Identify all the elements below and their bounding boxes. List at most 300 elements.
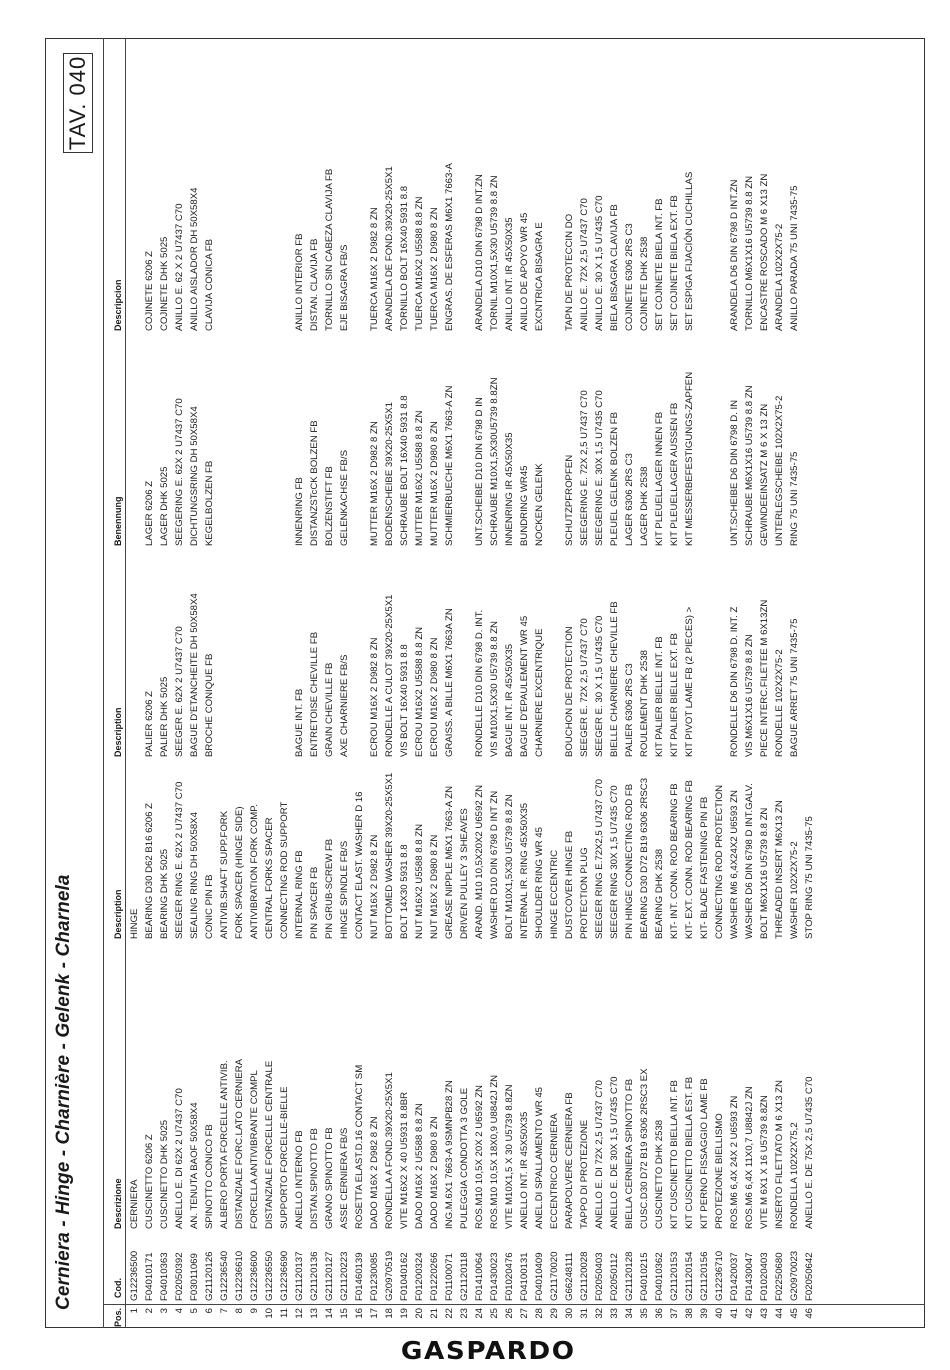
cod-cell: F02050642	[804, 1252, 815, 1301]
benennung-cell	[127, 331, 142, 546]
description_fr-cell: KIT PALIER BIELLE INT. FB	[654, 636, 665, 757]
benennung-cell: DICHTUNGSRING DH 50X58X4	[189, 406, 200, 546]
pos-cell: 15	[339, 1308, 350, 1319]
cod-cell: F01430047	[744, 1252, 755, 1301]
cod-cell: F04010363	[159, 1252, 170, 1301]
pos-cell: 13	[309, 1308, 320, 1319]
description_en-cell: PIN GRUB-SCREW FB	[324, 838, 335, 939]
descripcion-cell: TUERCA M16X2 U5588 8.8 ZN	[414, 196, 425, 331]
description_en-cell: PIN HINGE CONNECTING ROD FB	[624, 783, 635, 939]
pos-cell: 26	[504, 1308, 515, 1319]
description_fr-cell	[217, 546, 232, 757]
descripcion-cell	[262, 51, 277, 331]
pos-cell: 20	[414, 1308, 425, 1319]
benennung-cell: MUTTER M16X2 U5588 8.8 ZN	[414, 410, 425, 546]
benennung-cell: DISTANZSTcCK BOLZEN FB	[309, 420, 320, 546]
pos-cell: 27	[519, 1308, 530, 1319]
benennung-cell	[352, 331, 367, 546]
descrizione-cell: VITE M 6X1 X 16 U5739 8.8ZN	[759, 1095, 770, 1229]
pos-cell: 24	[474, 1308, 485, 1319]
benennung-cell: UNTERLEGSCHEIBE 102X2X75-2	[774, 395, 785, 546]
description_fr-cell: PALIER 6306 2RS C3	[624, 663, 635, 757]
description_en-cell: KIT- EXT. CONN. ROD BEARING FB	[684, 780, 695, 939]
pos-cell: 25	[489, 1308, 500, 1319]
descrizione-cell: DADO M16X 2 D980 8 ZN	[429, 1116, 440, 1229]
descripcion-cell	[697, 51, 712, 331]
description_fr-cell	[457, 546, 472, 757]
description_fr-cell: BAGUE INT. FB	[294, 688, 305, 757]
pos-cell: 41	[729, 1308, 740, 1319]
benennung-cell: LAGER DHK 5025	[159, 466, 170, 546]
descrizione-cell: RONDELLA 102X2X75,2	[789, 1122, 800, 1229]
description_fr-cell: PALIER 6206 Z	[144, 691, 155, 757]
pos-cell: 4	[174, 1308, 185, 1314]
description_en-cell: WASHER M6 6,4X24X2 U6593 ZN	[729, 790, 740, 939]
descripcion-cell: BIELA BISAGRA CLAVIJA FB	[609, 204, 620, 331]
header-pos: Pos.	[113, 1307, 123, 1327]
benennung-cell: SCHRAUBE BOLT 16X40 5931 8.8	[399, 395, 410, 546]
benennung-cell: BOLZENSTIFT FB	[324, 466, 335, 546]
pos-cell: 23	[459, 1308, 470, 1319]
description_fr-cell: RONDELLE D6 DIN 6798 D. INT. Z	[729, 606, 740, 757]
descrizione-cell: PULEGGIA CONDOTTA 3 GOLE	[459, 1087, 470, 1229]
descrizione-cell: ROS.M10 10,5X 20X 2 U6592 ZN	[474, 1085, 485, 1229]
description_en-cell: NUT M16X 2 D982 8 ZN	[369, 834, 380, 939]
description_en-cell: SEEGER RING 30X 1,5 U7435 C70	[609, 785, 620, 939]
descripcion-cell: ANILLO E. 62 X 2 U7437 C70	[174, 203, 185, 331]
pos-cell: 28	[534, 1308, 545, 1319]
description_en-cell: SEALING RING DH 50X58X4	[189, 812, 200, 939]
descrizione-cell: ANELLO INTERNO FB	[294, 1130, 305, 1229]
description_fr-cell: SEEGER E. 62X 2 U7437 C70	[174, 626, 185, 757]
cod-cell: G20970519	[384, 1250, 395, 1301]
description_en-cell: WASHER 102X2X75-2	[789, 841, 800, 939]
cod-cell: G21120128	[624, 1251, 635, 1301]
descrizione-cell: CUSCINETTO DHK 2538	[654, 1119, 665, 1229]
descrizione-cell: ANELLO E. DE 75X 2,5 U7435 C70	[804, 1076, 815, 1229]
descrizione-cell: ROS.M6 6,4X 11X0,7 U8842J ZN	[744, 1086, 755, 1229]
description_en-cell: KIT- INT. CONN. ROD BEARING FB	[669, 783, 680, 939]
description_en-cell: CONNECTING ROD SUPPORT	[279, 801, 290, 939]
description_fr-cell: BAGUE ARRET 75 UNI 7435-75	[789, 618, 800, 757]
benennung-cell: LAGER DHK 2538	[639, 466, 650, 546]
pos-cell: 40	[714, 1308, 725, 1319]
benennung-cell: KIT PLEUELLAGER AUSSEN FB	[669, 402, 680, 546]
cod-cell: F04010215	[639, 1252, 650, 1301]
descripcion-cell: ANILLO E. 30 X 1,5 U7435 C70	[594, 195, 605, 331]
descripcion-cell: TAPN DE PROTECCIN DO	[564, 213, 575, 331]
column-divider	[103, 1304, 925, 1305]
italian-description-column	[127, 939, 817, 1229]
benennung-cell	[712, 331, 727, 546]
descripcion-cell: ARANDELA DE FOND.39X20-25X5X1	[384, 166, 395, 331]
descripcion-cell: TORNILLO M6X1X16 U5739 8.8 ZN	[744, 176, 755, 331]
pos-cell: 33	[609, 1308, 620, 1319]
benennung-cell: SCHRAUBE M6X1X16 U5739 8.8 ZN	[744, 385, 755, 546]
descrizione-cell: CUSCINETTO 6206 Z	[144, 1134, 155, 1229]
page-title: Cerniera - Hinge - Charnière - Gelenk - Charnela	[53, 874, 74, 1310]
pos-cell: 19	[399, 1308, 410, 1319]
descrizione-cell: ING.M.6X1 7663-A 9SMNPB28 ZN	[444, 1080, 455, 1229]
benennung-cell: MUTTER M16X 2 D980 8 ZN	[429, 421, 440, 546]
descrizione-cell: GRANO SPINOTTO FB	[324, 1127, 335, 1229]
benennung-cell	[232, 331, 247, 546]
cod-cell: G20970023	[789, 1250, 800, 1301]
rotated-parts-table	[45, 38, 925, 1328]
pos-cell: 5	[189, 1308, 200, 1314]
cod-cell: F01020403	[759, 1252, 770, 1301]
description_fr-cell	[262, 546, 277, 757]
descrizione-cell: ROSETTA ELAST.D.16 CONTACT SM	[354, 1064, 365, 1229]
descrizione-cell: ROS.M10 10,5X 18X0,9 U8842J ZN	[489, 1074, 500, 1229]
benennung-cell: RING 75 UNI 7435-75	[789, 451, 800, 546]
descripcion-cell	[232, 51, 247, 331]
english-description-column	[127, 757, 817, 939]
descrizione-cell: RONDELLA A FOND.39X20-25X5X1	[384, 1072, 395, 1229]
cod-cell: G66248111	[564, 1252, 575, 1301]
benennung-cell: BODENSCHEIBE 39X20-25X5X1	[384, 402, 395, 546]
pos-cell: 45	[789, 1308, 800, 1319]
description_fr-cell: CHARNIERE EXCENTRIQUE	[534, 628, 545, 757]
cod-cell: G12236600	[249, 1250, 260, 1301]
description_fr-cell: AXE CHARNIERE FB/S	[339, 654, 350, 757]
benennung-cell: PLEUEL GELENK BOLZEN FB	[609, 411, 620, 546]
cod-cell: G21120223	[339, 1251, 350, 1301]
descripcion-cell: COJINETE DHK 5025	[159, 236, 170, 331]
description_en-cell: BEARING D30 D72 B19 6306 2RSC3	[639, 777, 650, 939]
description_fr-cell	[712, 546, 727, 757]
description_en-cell: NUT M16X2 U5588 8.8 ZN	[414, 824, 425, 939]
pos-cell: 37	[669, 1308, 680, 1319]
german-description-column	[127, 331, 817, 546]
descrizione-cell: ANELLO E. DE 30X 1,5 U7435 C70	[609, 1076, 620, 1229]
description_en-cell: BOLT 14X30 5931 8.8	[399, 844, 410, 939]
description_fr-cell: ECROU M16X2 U5588 8.8 ZN	[414, 626, 425, 757]
benennung-cell: MUTTER M16X 2 D982 8 ZN	[369, 421, 380, 546]
description_en-cell: THREADED INSERT M6X13 ZN	[774, 800, 785, 939]
descrizione-cell: ECCENTRICO CERNIERA	[549, 1113, 560, 1229]
benennung-cell	[547, 331, 562, 546]
pos-column	[127, 1308, 817, 1326]
description_en-cell: BOLT M10X1,5X30 U5739 8.8 ZN	[504, 794, 515, 939]
descrizione-cell: FORCELLA ANTIVIBRANTE COMPL	[249, 1070, 260, 1229]
pos-cell: 7	[219, 1308, 230, 1314]
description_fr-cell: ECROU M16X 2 D982 8 ZN	[369, 637, 380, 757]
description_en-cell: GREASE NIPPLE M6X1 7663-A ZN	[444, 785, 455, 939]
cod-cell: F02050112	[609, 1253, 620, 1301]
description_en-cell: STOP RING 75 UNI 7435-75	[804, 816, 815, 939]
pos-cell: 8	[234, 1308, 245, 1314]
description_fr-cell: BAGUE D'ETANCHEITE DH 50X58X4	[189, 593, 200, 757]
description_fr-cell: RONDELLE 102X2X75-2	[774, 649, 785, 757]
cod-cell: G12236690	[279, 1250, 290, 1301]
pos-cell: 36	[654, 1308, 665, 1319]
cod-cell: G21120136	[309, 1251, 320, 1301]
descrizione-cell: CUSCINETTO DHK 5025	[159, 1119, 170, 1229]
pos-cell: 17	[369, 1308, 380, 1319]
cod-cell: F01420037	[729, 1252, 740, 1301]
description_en-cell: INTERNAL IR. RING 45X50X35	[519, 802, 530, 939]
description_en-cell: HINGE SPINDLE FB/S	[339, 840, 350, 939]
description_fr-cell	[232, 546, 247, 757]
description_fr-cell: BIELLE CHARNIERE CHEVILLE FB	[609, 601, 620, 757]
benennung-cell: UNT.SCHEIBE D10 DIN 6798 D IN	[474, 397, 485, 546]
cod-cell: G21170020	[549, 1251, 560, 1301]
descrizione-cell: TAPPO DI PROTEZIONE	[579, 1119, 590, 1229]
pos-cell: 35	[639, 1308, 650, 1319]
header-descrizione: Descrizione	[113, 1178, 123, 1229]
pos-cell: 18	[384, 1308, 395, 1319]
pos-cell: 9	[249, 1308, 260, 1314]
descrizione-cell: ANELLO INT. IR 45X50X35	[519, 1111, 530, 1229]
cod-cell: G21120154	[684, 1251, 695, 1301]
descrizione-cell: VITE M10X1,5 X 30 U5739 8.8ZN	[504, 1084, 515, 1229]
description_fr-cell	[352, 546, 367, 757]
descrizione-cell: SPINOTTO CONICO FB	[204, 1124, 215, 1229]
descripcion-cell: TORNIL.M10X1,5X30 U5739 8.8 ZN	[489, 175, 500, 331]
description_en-cell: HINGE ECCENTRIC	[549, 849, 560, 939]
descrizione-cell: ALBERO PORTA FORCELLE ANTIVIB.	[219, 1060, 230, 1229]
descrizione-cell: SUPPORTO FORCELLE-BIELLE	[279, 1086, 290, 1229]
descripcion-cell	[802, 51, 817, 331]
header-description-en: Description	[113, 889, 123, 939]
pos-cell: 42	[744, 1308, 755, 1319]
cod-cell: G21120118	[459, 1252, 470, 1301]
description_en-cell: ANTIVIBRATION FORK COMP.	[249, 803, 260, 939]
header-benennung: Benennung	[113, 496, 123, 546]
pos-cell: 44	[774, 1308, 785, 1319]
gaspardo-logo: GASPARDO	[400, 1336, 576, 1365]
pos-cell: 6	[204, 1308, 215, 1314]
descripcion-cell: ARANDELA D6 DIN 6798 D INT.ZN	[729, 179, 740, 331]
benennung-cell: SEEGERING E. 72X 2,5 U7437 C70	[579, 390, 590, 546]
pos-cell: 14	[324, 1308, 335, 1319]
description_en-cell: BEARING DHK 5025	[159, 848, 170, 939]
description_fr-cell: BAGUE INT. IR 45X50X35	[504, 643, 515, 757]
descripcion-cell: ANILLO AISLADOR DH 50X58X4	[189, 187, 200, 331]
cod-cell: F04010171	[144, 1252, 155, 1301]
cod-cell: F02050392	[174, 1252, 185, 1301]
cod-cell: G21120156	[699, 1251, 710, 1301]
description_fr-cell	[547, 546, 562, 757]
description_en-cell: KIT- BLADE FASTENING PIN FB	[699, 796, 710, 939]
description_fr-cell: SEEGER E. 72X 2,5 U7437 C70	[579, 618, 590, 757]
description_en-cell: SEEGER RING E.72X2,5 U7437 C70	[594, 779, 605, 939]
descrizione-cell: AN. TENUTA BAOF 50X58X4	[189, 1102, 200, 1229]
description_fr-cell: KIT PIVOT LAME FB (2 PIECES) >	[684, 606, 695, 757]
description_fr-cell: KIT PALIER BIELLE EXT. FB	[669, 633, 680, 757]
cod-cell: F01220266	[429, 1252, 440, 1301]
cod-cell: G21120127	[324, 1251, 335, 1301]
pos-cell: 21	[429, 1308, 440, 1319]
descrizione-cell: ROS.M6 6,4X 24X 2 U6593 ZN	[729, 1095, 740, 1229]
header-descripcion: Descripcion	[113, 279, 123, 331]
description_en-cell: ANTIVIB.SHAFT SUPP.FORK	[219, 810, 230, 939]
descrizione-cell: KIT CUSCINETTO BIELLA EST. FB	[684, 1076, 695, 1229]
description_fr-cell	[277, 546, 292, 757]
description_en-cell: CONTACT ELAST. WASHER D 16	[354, 791, 365, 939]
descrizione-cell: ANELLO E. DI 62X 2 U7437 C70	[174, 1088, 185, 1229]
benennung-cell	[262, 331, 277, 546]
description_fr-cell: BAGUE D'EPAULEMENT WR 45	[519, 615, 530, 757]
description_en-cell: PROTECTION PLUG	[579, 847, 590, 939]
descrizione-cell: ANEL.DI SPALLAMENTO WR 45	[534, 1087, 545, 1229]
descrizione-cell: DISTANZIALE FORCELLE CENTRALE	[264, 1060, 275, 1229]
benennung-cell: SCHRAUBE M10X1,5X30U5739 8.8ZN	[489, 377, 500, 546]
description_fr-cell: SEEGER E. 30 X 1,5 U7435 C70	[594, 615, 605, 757]
cod-cell: F04010362	[654, 1252, 665, 1301]
pos-cell: 31	[579, 1308, 590, 1319]
descripcion-cell: TORNILLO SIN CABEZA CLAVIJA FB	[324, 168, 335, 331]
descripcion-cell	[712, 51, 727, 331]
cod-cell: G12236710	[714, 1250, 725, 1301]
descrizione-cell: KIT CUSCINETTO BIELLA INT. FB	[669, 1080, 680, 1229]
descripcion-cell: ARANDELA D10 DIN 6798 D INT.ZN	[474, 174, 485, 331]
table-number-box: TAV. 040	[63, 53, 93, 153]
pos-cell: 38	[684, 1308, 695, 1319]
pos-cell: 29	[549, 1308, 560, 1319]
descripcion-cell: TUERCA M16X 2 D982 8 ZN	[369, 207, 380, 331]
descripcion-cell: DISTAN. CLAVIJA FB	[309, 238, 320, 331]
cod-cell: G12236500	[129, 1250, 140, 1301]
cod-cell: F01460139	[354, 1252, 365, 1301]
header-description-fr: Description	[113, 707, 123, 757]
benennung-cell: BUNDRING WR45	[519, 465, 530, 546]
pos-cell: 1	[129, 1308, 140, 1314]
pos-cell: 34	[624, 1308, 635, 1319]
pos-cell: 12	[294, 1308, 305, 1319]
descripcion-cell: ARANDELA 102X2X75-2	[774, 223, 785, 331]
description_fr-cell: PALIER DHK 5025	[159, 676, 170, 757]
french-description-column	[127, 546, 817, 757]
benennung-cell	[247, 331, 262, 546]
descripcion-cell: TUERCA M16X 2 D980 8 ZN	[429, 207, 440, 331]
descrizione-cell: DISTANZIALE FORC.LATO CERNIERA	[234, 1058, 245, 1229]
description_en-cell: BOLT M6X1X16 U5739 8.8 ZN	[759, 807, 770, 939]
descripcion-cell: ANILLO INT. IR 45X50X35	[504, 217, 515, 331]
header-top-line	[103, 38, 104, 1328]
descripcion-cell: ENCASTRE ROSCADO M 6 X13 ZN	[759, 173, 770, 331]
cod-cell: F01430023	[489, 1252, 500, 1301]
description_en-cell: WASHER D10 DIN 6798 D INT ZN	[489, 790, 500, 939]
cod-cell: F02050403	[594, 1252, 605, 1301]
descrizione-cell: CUSC.D30 D72 B19 6306 2RSC3 EX	[639, 1068, 650, 1229]
description_en-cell: ARAND. M10 10,5X20X2 U6592 ZN	[474, 784, 485, 939]
description_fr-cell: GRAIN CHEVILLE FB	[324, 662, 335, 757]
description_fr-cell	[247, 546, 262, 757]
descripcion-cell: ENGRAS. DE ESFERAS M6X1 7663-A	[444, 163, 455, 331]
pos-cell: 2	[144, 1308, 155, 1314]
description_fr-cell: VIS BOLT 16X40 5931 8.8	[399, 644, 410, 757]
cod-cell: G21120137	[294, 1251, 305, 1301]
code-column	[127, 1231, 817, 1301]
description_fr-cell: RONDELLE A CULOT 39X20-25X5X1	[384, 594, 395, 757]
descrizione-cell: KIT PERNO FISSAGGIO LAME FB	[699, 1078, 710, 1229]
descripcion-cell: EJE BISAGRA FB/S	[339, 244, 350, 331]
descripcion-cell: ANILLO INTERIOR FB	[294, 233, 305, 331]
description_en-cell: PIN SPACER FB	[309, 866, 320, 939]
benennung-cell: SEEGERING E. 62X 2 U7437 C70	[174, 398, 185, 546]
benennung-cell: KIT PLEUELLAGER INNEN FB	[654, 411, 665, 546]
description_en-cell: BEARING D30 D62 B16 6206 Z	[144, 803, 155, 939]
cod-cell: G21120153	[669, 1251, 680, 1301]
cod-cell: F01040162	[399, 1252, 410, 1301]
benennung-cell: KIT MESSERBEFESTIGUNGS-ZAPFEN	[684, 371, 695, 546]
description_en-cell: BOTTOMED WASHER 39X20-25X5X1	[384, 772, 395, 939]
cod-cell: F01230085	[369, 1252, 380, 1301]
description_en-cell: CONIC PIN FB	[204, 874, 215, 939]
description_fr-cell: VIS M10X1,5X30 U5739 8.8 ZN	[489, 621, 500, 757]
benennung-cell: INNENRING IR 45X50X35	[504, 432, 515, 546]
description_fr-cell: GRAISS. A BILLE M6X1 7663A ZN	[444, 608, 455, 757]
cod-cell: F01020476	[504, 1252, 515, 1301]
descripcion-cell: COJINETE DHK 2538	[639, 236, 650, 331]
cod-cell: F03011069	[189, 1253, 200, 1301]
benennung-cell	[802, 331, 817, 546]
descripcion-cell	[247, 51, 262, 331]
cod-cell: F01200324	[414, 1252, 425, 1301]
descripcion-cell	[547, 51, 562, 331]
benennung-cell: SEEGERING E. 30X 1,5 U7435 C70	[594, 390, 605, 546]
cod-cell: G21120126	[204, 1251, 215, 1301]
description_fr-cell: BROCHE CONIQUE FB	[204, 653, 215, 757]
cod-cell: F02250680	[774, 1252, 785, 1301]
cod-cell: G21120028	[579, 1251, 590, 1301]
pos-cell: 11	[279, 1308, 290, 1318]
description_fr-cell: PIECE INTERC.FILETEE M 6X13ZN	[759, 599, 770, 757]
header-bottom-line	[125, 38, 126, 1328]
description_en-cell: CENTRAL FORKS SPACER	[264, 817, 275, 939]
pos-cell: 43	[759, 1308, 770, 1319]
description_en-cell: FORK SPACER (HINGE SIDE)	[234, 806, 245, 939]
cod-cell: G12236610	[234, 1250, 245, 1301]
descripcion-cell: SET COJINETE BIELA EXT. FB	[669, 195, 680, 331]
descripcion-cell	[127, 51, 142, 331]
benennung-cell	[277, 331, 292, 546]
descripcion-cell: ANILLO E. 72X 2,5 U7437 C70	[579, 198, 590, 331]
pos-cell: 32	[594, 1308, 605, 1319]
descrizione-cell: DADO M16X 2 U5588 8.8 ZN	[414, 1103, 425, 1229]
descripcion-cell: COJINETE 6306 2RS C3	[624, 223, 635, 331]
description_fr-cell	[697, 546, 712, 757]
cod-cell: F04010409	[534, 1252, 545, 1301]
descripcion-cell	[352, 51, 367, 331]
descrizione-cell: VITE M16X2 X 40 U5931 8.8BR	[399, 1091, 410, 1229]
descrizione-cell: PARAPOLVERE CERNIERA FB	[564, 1092, 575, 1229]
pos-cell: 3	[159, 1308, 170, 1314]
descrizione-cell: BIELLA CERNIERA SPINOTTO FB	[624, 1078, 635, 1229]
description_en-cell: CONNECTING ROD PROTECTION	[714, 784, 725, 939]
description_fr-cell: ROULEMENT DHK 2538	[639, 650, 650, 757]
descrizione-cell: ANELLO E. DI 72X 2,5 U7437 C70	[594, 1080, 605, 1229]
benennung-cell: LAGER 6306 2RS C3	[624, 453, 635, 546]
descripcion-cell: ANILLO DE APOYO WR 45	[519, 212, 530, 331]
description_en-cell: DRIVEN PULLEY 3 SHEAVES	[459, 808, 470, 939]
descripcion-cell: EXCNTRICA BISAGRA E	[534, 222, 545, 331]
descrizione-cell: DADO M16X 2 D982 8 ZN	[369, 1116, 380, 1229]
benennung-cell: KEGELBOLZEN FB	[204, 460, 215, 546]
benennung-cell: GELENKACHSE FB/S	[339, 450, 350, 546]
benennung-cell	[457, 331, 472, 546]
benennung-cell: INNENRING FB	[294, 477, 305, 546]
benennung-cell: LAGER 6206 Z	[144, 480, 155, 546]
descrizione-cell: DISTAN.SPINOTTO FB	[309, 1128, 320, 1229]
header-cod: Cod.	[113, 1278, 123, 1298]
benennung-cell: SCHMIERBUECHE M6X1 7663-A ZN	[444, 385, 455, 546]
benennung-cell: UNT.SCHEIBE D6 DIN 6798 D. IN	[729, 399, 740, 546]
descripcion-cell	[277, 51, 292, 331]
descripcion-cell: SET COJINETE BIELA INT. FB	[654, 198, 665, 331]
